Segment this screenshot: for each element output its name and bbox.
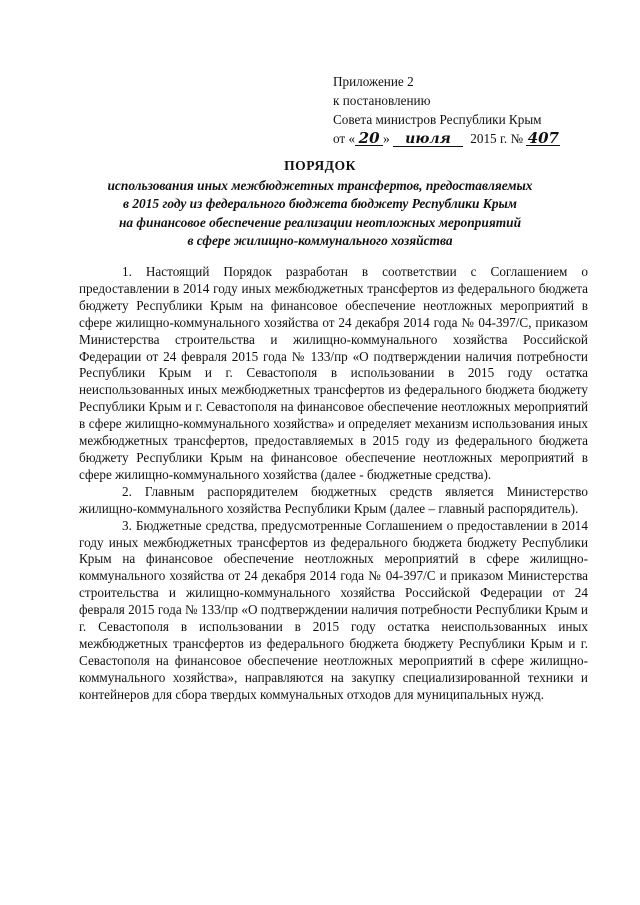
subtitle-line-3: на финансовое обеспечение реализации неотложных мероприятий bbox=[118, 214, 522, 230]
handwritten-doc-number: 407 bbox=[527, 129, 559, 147]
subtitle-line-2: в 2015 году из федерального бюджета бюджету Республики Крым bbox=[123, 196, 517, 212]
date-mid: » bbox=[383, 131, 390, 146]
document-title: ПОРЯДОК bbox=[284, 158, 356, 173]
subtitle-line-4: в сфере жилищно-коммунального хозяйства bbox=[187, 232, 453, 248]
subtitle-line-1: использования иных межбюджетных трансфертов, предоставляемых bbox=[107, 178, 533, 193]
appendix-date-line bbox=[333, 129, 560, 148]
paragraph-2: 2. Главным распорядителем бюджетных средств является Министерство жилищно-коммунального хозяйства Республики Крым (далее – главный распорядитель). bbox=[79, 483, 588, 516]
paragraph-1: 1. Настоящий Порядок разработан в соответствии с Соглашением о предоставлении в 2014 году иных межбюджетных трансфертов из федерального бюджета бюджету Республики Крым на финансовое обеспечение неотложных мероприятий в сфере жилищно-коммунального хозяйства от 24 декабря 2014 года № 04-397/С, приказом Министерства строительства и жилищно-коммунального хозяйства Российской Федерации от 24 февраля 2015 года № 133/пр «О подтверждении наличия потребности Республики Крым и г. Севастополя в использовании в 2015 году остатка неиспользованных иных межбюджетных трансфертов из федерального бюджета бюджету Республики Крым и г. Севастополя на финансовое обеспечение неотложных мероприятий в сфере жилищно-коммунального хозяйства» и определяет механизм использования иных межбюджетных трансфертов, предоставляемых в 2015 году из федерального бюджета бюджету Республики Крым на финансовое обеспечение неотложных мероприятий в сфере жилищно-коммунального хозяйства (далее - бюджетные средства). bbox=[79, 264, 588, 482]
appendix-line-1: Приложение 2 bbox=[333, 74, 414, 89]
appendix-line-3: Совета министров Республики Крым bbox=[333, 112, 542, 127]
document-subtitle bbox=[60, 177, 580, 250]
paragraph-3: 3. Бюджетные средства, предусмотренные Соглашением о предоставлении в 2014 году иных межбюджетных трансфертов из федерального бюджета бюджету Республики Крым на финансовое обеспечение неотложных мероприятий в сфере жилищно-коммунального хозяйства от 24 декабря 2014 года № 04-397/С и приказом Министерства строительства и жилищно-коммунального хозяйства Российской Федерации от 24 февраля 2015 года № 133/пр «О подтверждении наличия потребности Республики Крым и г. Севастополя в использовании в 2015 году остатка неиспользованных иных межбюджетных трансфертов из федерального бюджета бюджету Республики Крым и г. Севастополя на финансовое обеспечение неотложных мероприятий в сфере жилищно-коммунального хозяйства», направляются на закупку специализированной техники и контейнеров для сбора твердых коммунальных отходов для муниципальных нужд. bbox=[79, 517, 588, 702]
date-year: 2015 г. № bbox=[470, 131, 524, 146]
handwritten-day: 20 bbox=[355, 131, 383, 146]
appendix-block bbox=[333, 72, 560, 148]
handwritten-month: июля bbox=[393, 132, 463, 147]
appendix-line-2: к постановлению bbox=[333, 93, 431, 108]
date-prefix: от « bbox=[333, 131, 356, 146]
document-body bbox=[79, 264, 588, 704]
